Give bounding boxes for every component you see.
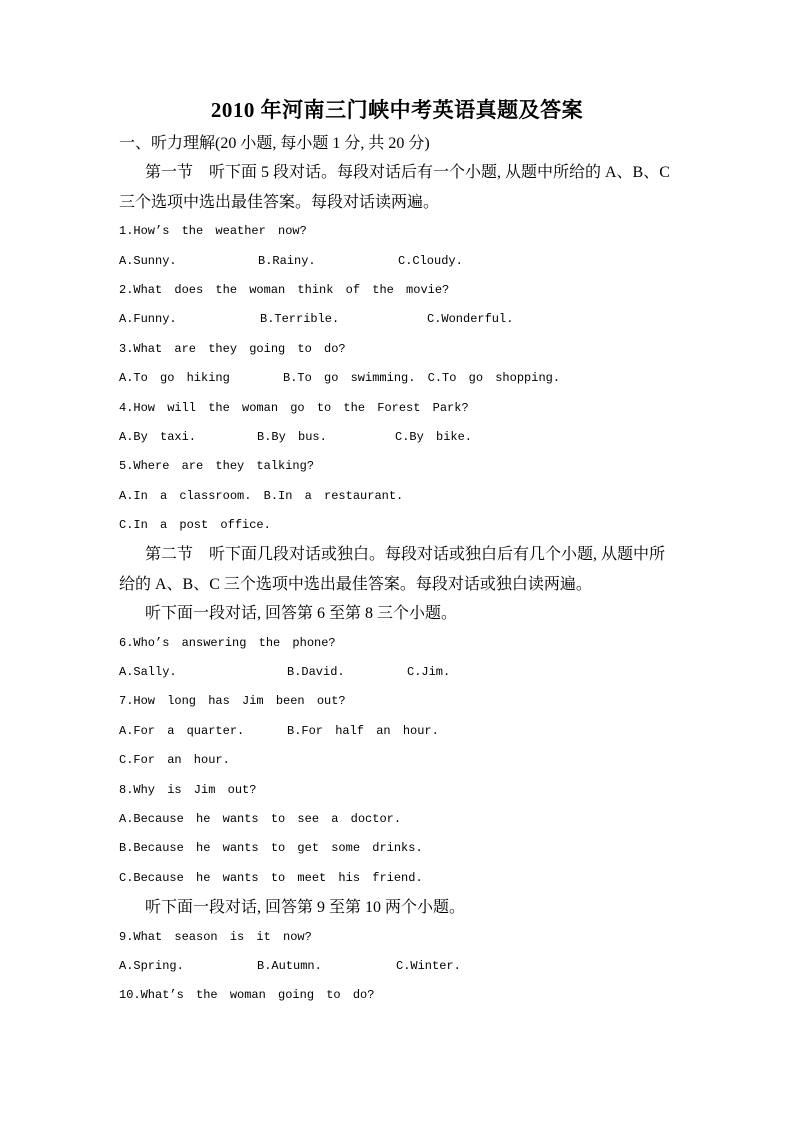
text-segment: A.Spring. xyxy=(119,958,184,973)
text-segment: 9.What season is it now? xyxy=(119,929,312,944)
text-segment: 2.What does the woman think of the movie? xyxy=(119,282,450,297)
text-segment: C.Because he wants to meet his friend. xyxy=(119,870,423,885)
text-segment: C.For an hour. xyxy=(119,753,230,768)
text-segment: 4.How will the woman go to the Forest Park? xyxy=(119,400,469,415)
question-8 xyxy=(119,776,679,805)
question-5-options-ab xyxy=(119,482,679,511)
part-2-instructions-line-1 xyxy=(119,540,679,569)
text-segment: C.Jim. xyxy=(407,665,451,680)
text-segment: B.Rainy. xyxy=(258,253,316,268)
text-segment: A.Sunny. xyxy=(119,253,177,268)
question-5 xyxy=(119,452,679,481)
part-1-instructions-line-1 xyxy=(119,158,679,187)
question-8-option-a xyxy=(119,805,679,834)
text-segment: 10.What’s the woman going to do? xyxy=(119,988,375,1003)
part-1-instructions-line-2 xyxy=(119,188,679,217)
text-segment: 7.How long has Jim been out? xyxy=(119,694,346,709)
question-9-options xyxy=(119,952,679,981)
text-segment: C.Winter. xyxy=(396,958,461,973)
text-segment: C.In a post office. xyxy=(119,518,271,533)
text-segment: A.Sally. xyxy=(119,665,177,680)
text-segment: 听下面一段对话, 回答第 6 至第 8 三个小题。 xyxy=(145,605,458,623)
text-segment: 6.Who’s answering the phone? xyxy=(119,635,336,650)
question-4 xyxy=(119,394,679,423)
question-6-options xyxy=(119,658,679,687)
part-2-instructions-line-2 xyxy=(119,570,679,599)
text-segment: A.By taxi. xyxy=(119,429,197,444)
text-segment: 8.Why is Jim out? xyxy=(119,782,257,797)
question-2 xyxy=(119,276,679,305)
text-segment: B.David. xyxy=(287,665,345,680)
text-segment: 3.What are they going to do? xyxy=(119,341,346,356)
question-7-option-c xyxy=(119,746,679,775)
question-3-options xyxy=(119,364,679,393)
question-7-options-ab xyxy=(119,717,679,746)
text-segment: 1.How’s the weather now? xyxy=(119,224,307,239)
question-8-option-b xyxy=(119,834,679,863)
text-segment: A.For a quarter. xyxy=(119,723,245,738)
question-5-option-c xyxy=(119,511,679,540)
text-segment: C.Cloudy. xyxy=(398,253,463,268)
text-segment: B.Terrible. xyxy=(260,312,340,327)
question-10 xyxy=(119,981,679,1010)
question-9 xyxy=(119,923,679,952)
question-2-options xyxy=(119,305,679,334)
question-1-options xyxy=(119,247,679,276)
text-segment: 三个选项中选出最佳答案。每段对话读两遍。 xyxy=(119,193,440,211)
section-1-heading xyxy=(119,129,679,158)
page-title: 2010 年河南三门峡中考英语真题及答案 xyxy=(210,98,584,122)
text-segment: C.By bike. xyxy=(395,429,473,444)
text-segment: 第一节 听下面 5 段对话。每段对话后有一个小题, 从题中所给的 A、B、C xyxy=(145,164,670,182)
dialog-2-instruction xyxy=(119,893,679,922)
document-lines xyxy=(119,129,679,1011)
text-segment: 第二节 听下面几段对话或独白。每段对话或独白后有几个小题, 从题中所 xyxy=(145,546,666,564)
text-segment: B.Because he wants to get some drinks. xyxy=(119,841,423,856)
text-segment: 听下面一段对话, 回答第 9 至第 10 两个小题。 xyxy=(145,899,466,917)
text-segment: A.To go hiking xyxy=(119,371,230,386)
text-segment: A.Funny. xyxy=(119,312,177,327)
text-segment: 一、听力理解(20 小题, 每小题 1 分, 共 20 分) xyxy=(119,135,430,152)
text-segment: C.Wonderful. xyxy=(427,312,514,327)
text-segment: B.By bus. xyxy=(257,429,327,444)
question-4-options xyxy=(119,423,679,452)
question-7 xyxy=(119,687,679,716)
question-1 xyxy=(119,217,679,246)
text-segment: 5.Where are they talking? xyxy=(119,459,315,474)
question-8-option-c xyxy=(119,864,679,893)
question-6 xyxy=(119,629,679,658)
text-segment: B.To go swimming. C.To go shopping. xyxy=(283,371,561,386)
text-segment: B.For half an hour. xyxy=(287,723,439,738)
dialog-1-instruction xyxy=(119,599,679,628)
question-3 xyxy=(119,335,679,364)
text-segment: A.In a classroom. B.In a restaurant. xyxy=(119,488,404,503)
text-segment: 给的 A、B、C 三个选项中选出最佳答案。每段对话或独白读两遍。 xyxy=(119,575,592,593)
text-segment: A.Because he wants to see a doctor. xyxy=(119,811,402,826)
text-segment: B.Autumn. xyxy=(257,958,322,973)
